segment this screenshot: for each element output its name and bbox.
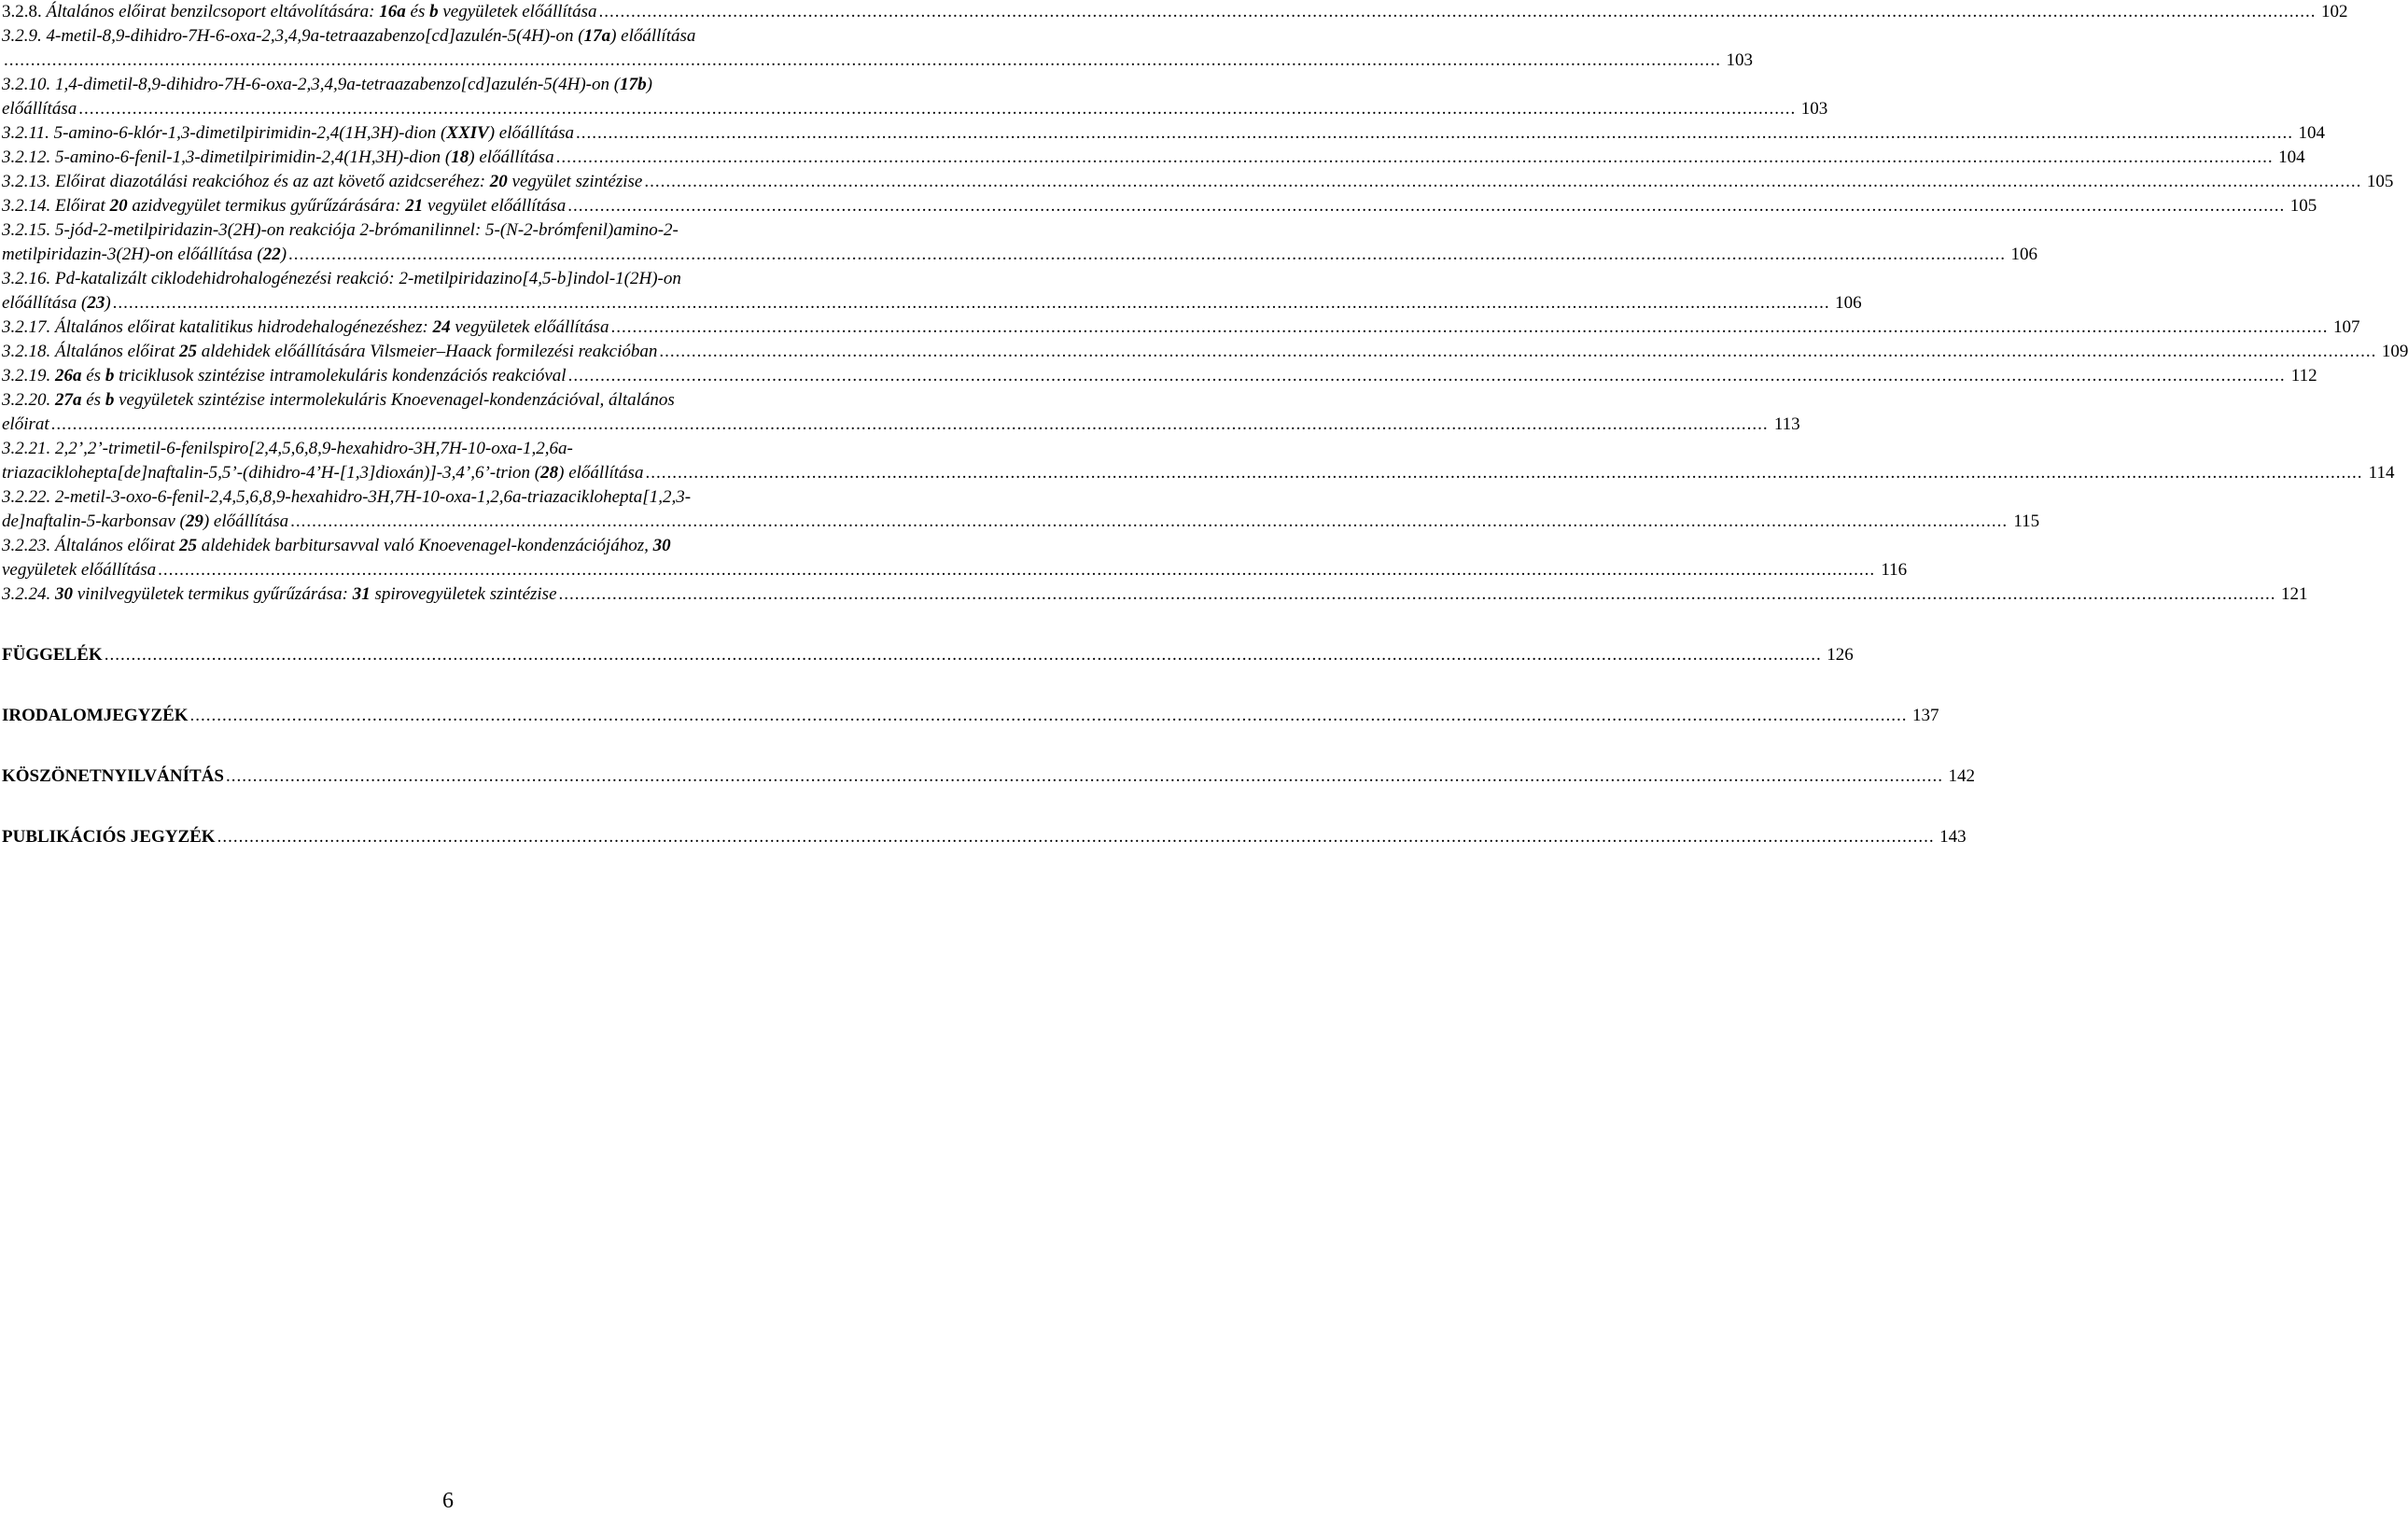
toc-text-segment: 30 — [55, 584, 73, 604]
toc-text-segment: ) előállítása — [610, 26, 696, 46]
toc-text-segment: 26a — [55, 366, 82, 386]
toc-text-segment: 3.2.19. — [2, 366, 55, 386]
dot-leader — [113, 291, 1830, 315]
toc-text-segment: ) előállítása — [558, 463, 644, 483]
page-number: 6 — [442, 1489, 454, 1513]
toc-entry-text — [2, 413, 49, 437]
toc-text-segment: Általános előirat benzilcsoport eltávolítására: — [46, 2, 380, 21]
toc-text-segment: 21 — [405, 196, 424, 216]
toc-text-segment: 20 — [109, 196, 128, 216]
toc-text-segment: 3.2.10. 1,4-dimetil-8,9-dihidro-7H-6-oxa-2,3,4,9a-tetraazabenzo[cd]azulén-5(4H)-on ( — [2, 75, 621, 94]
toc-page-number: 106 — [1835, 293, 1862, 313]
toc-entry-text — [2, 439, 573, 458]
toc-text-segment: 3.2.12. 5-amino-6-fenil-1,3-dimetilpirimidin-2,4(1H,3H)-dion ( — [2, 147, 452, 167]
dot-leader — [644, 170, 2361, 194]
toc-entry-text — [2, 97, 77, 121]
dot-leader — [190, 704, 1908, 728]
toc-entry-line — [2, 364, 2317, 388]
toc-page-number: 109 — [2381, 342, 2408, 361]
toc-text-segment: 3.2.9. 4-metil-8,9-dihidro-7H-6-oxa-2,3,4,9a-tetraazabenzo[cd]azulén-5(4H)-on ( — [2, 26, 584, 46]
toc-page-number: 105 — [2366, 172, 2394, 191]
toc-entry-line — [2, 388, 869, 413]
toc-text-segment: 3.2.21. 2,2’,2’-trimetil-6-fenilspiro[2,4,5,6,8,9-hexahidro-3H,7H-10-oxa-1,2,6a- — [2, 439, 573, 458]
toc-entry-line — [2, 49, 1753, 73]
toc-entry[interactable] — [2, 388, 1800, 437]
toc-entry[interactable] — [2, 218, 2038, 267]
toc-text-segment: aldehidek barbitursavval való Knoevenagel-kondenzációjához, — [197, 536, 653, 555]
toc-text-segment: 3.2.14. Előirat — [2, 196, 110, 216]
toc-text-segment: XXIV — [446, 123, 489, 143]
dot-leader — [78, 97, 1796, 121]
toc-entry[interactable] — [2, 582, 2308, 607]
dot-leader — [226, 764, 1943, 789]
toc-entry-line — [2, 461, 2395, 485]
toc-page-number: 103 — [1726, 50, 1753, 70]
toc-page-number: 103 — [1800, 99, 1828, 119]
toc-entry-text — [2, 26, 695, 46]
toc-text-segment: 29 — [185, 512, 203, 531]
toc-entry-line — [2, 315, 2360, 340]
toc-entry-line — [2, 243, 2038, 267]
toc-text-segment: 3.2.22. 2-metil-3-oxo-6-fenil-2,4,5,6,8,9-hexahidro-3H,7H-10-oxa-1,2,6a-triazaciklohepta[1,2,3- — [2, 487, 692, 507]
dot-leader — [576, 121, 2293, 146]
toc-entry[interactable] — [2, 24, 1753, 73]
toc-text-segment: 27a — [55, 390, 82, 410]
toc-entry-line — [2, 413, 1800, 437]
toc-appendix-label: KÖSZÖNETNYILVÁNÍTÁS — [2, 766, 224, 786]
toc-text-segment: triciklusok szintézise intramolekuláris kondenzációs reakcióval — [114, 366, 567, 386]
toc-entry-text — [2, 510, 288, 534]
toc-text-segment: és — [81, 366, 105, 386]
toc-page-number: 121 — [2281, 584, 2308, 604]
toc-entry-text — [2, 390, 675, 410]
toc-text-segment: 3.2.16. Pd-katalizált ciklodehidrohalogénezési reakció: 2-metilpiridazino[4,5-b]indol-1(2H)-on — [2, 269, 681, 288]
dot-leader — [51, 413, 1769, 437]
toc-text-segment: 3.2.18. Általános előirat — [2, 342, 179, 361]
toc-entry-text — [2, 582, 557, 607]
toc-entry-line — [2, 340, 2408, 364]
toc-text-segment: 23 — [87, 293, 105, 313]
toc-entry[interactable] — [2, 121, 2326, 146]
dot-leader — [645, 461, 2362, 485]
toc-entry-line — [2, 534, 869, 558]
toc-entry-text — [2, 121, 574, 146]
toc-page-number: 114 — [2368, 463, 2395, 483]
dot-leader — [559, 582, 2276, 607]
toc-text-segment: 30 — [652, 536, 671, 555]
toc-entry-text — [2, 291, 111, 315]
toc-entry-text — [2, 461, 643, 485]
toc-text-segment: ) — [646, 75, 652, 94]
toc-entry-line — [2, 24, 869, 49]
toc-entry-line — [2, 121, 2326, 146]
toc-text-segment: spirovegyületek szintézise — [370, 584, 557, 604]
dot-leader — [4, 49, 1721, 73]
toc-text-segment: 3.2.11. 5-amino-6-klór-1,3-dimetilpirimidin-2,4(1H,3H)-dion ( — [2, 123, 447, 143]
toc-entry-text — [2, 194, 566, 218]
toc-entry-text — [2, 220, 679, 240]
toc-entry-line — [2, 437, 869, 461]
toc-appendix-label: PUBLIKÁCIÓS JEGYZÉK — [2, 827, 216, 847]
toc-entry-text — [2, 243, 287, 267]
toc-page-number: 105 — [2289, 196, 2317, 216]
toc-entry[interactable] — [2, 485, 2040, 534]
toc-text-segment: 3.2.24. — [2, 584, 55, 604]
toc-appendix-entry[interactable] — [2, 825, 1967, 849]
toc-text-segment: vegyületek előállítása — [450, 317, 609, 337]
toc-text-segment: 17a — [583, 26, 611, 46]
toc-entry[interactable] — [2, 170, 2394, 194]
toc-text-segment: 25 — [179, 536, 197, 555]
toc-entry-text — [2, 558, 156, 582]
dot-leader — [217, 825, 1935, 849]
dot-leader — [659, 340, 2376, 364]
dot-leader — [158, 558, 1875, 582]
dot-leader — [610, 315, 2328, 340]
toc-entry-text — [2, 340, 657, 364]
toc-text-segment: vegyületek szintézise intermolekuláris Knoevenagel-kondenzációval, általános — [114, 390, 675, 410]
toc-entry-line — [2, 73, 869, 97]
toc-text-segment: ) előállítása — [488, 123, 575, 143]
toc-text-segment: 3.2.13. Előirat diazotálási reakcióhoz és az azt követő azidcseréhez: — [2, 172, 490, 191]
toc-text-segment: 25 — [179, 342, 197, 361]
toc-text-segment: vegyületek előállítása — [438, 2, 597, 21]
toc-entry[interactable] — [2, 364, 2317, 388]
toc-entry-text — [2, 487, 691, 507]
dot-leader — [556, 146, 2274, 170]
toc-entry-line — [2, 267, 869, 291]
toc-entry-line — [2, 582, 2308, 607]
toc-page-number: 116 — [1881, 560, 1908, 580]
toc-entry-text — [2, 170, 642, 194]
toc-text-segment: vegyület előállítása — [423, 196, 567, 216]
toc-entry[interactable] — [2, 0, 2348, 24]
toc-entry-line — [2, 194, 2317, 218]
toc-text-segment: 28 — [540, 463, 559, 483]
toc-text-segment: ) — [280, 245, 287, 264]
toc-text-segment: előállítása — [2, 99, 77, 119]
toc-text-segment: metilpiridazin-3(2H)-on előállítása ( — [2, 245, 263, 264]
toc-page-number: 137 — [1912, 706, 1939, 725]
toc-text-segment: 3.2.23. Általános előirat — [2, 536, 179, 555]
toc-appendix-label: FÜGGELÉK — [2, 645, 103, 665]
toc-text-segment: azidvegyület termikus gyűrűzárására: — [127, 196, 406, 216]
toc-text-segment: ) előállítása — [469, 147, 554, 167]
toc-entry-text — [2, 315, 609, 340]
toc-text-segment: és — [405, 2, 430, 21]
toc-entry-line — [2, 485, 869, 510]
toc-page-number: 106 — [2010, 245, 2038, 264]
toc-entry-line — [2, 218, 869, 243]
toc-text-segment: 17b — [620, 75, 647, 94]
toc-text-segment: 3.2.20. — [2, 390, 55, 410]
toc-text-segment: 24 — [432, 317, 451, 337]
toc-entry-line — [2, 291, 1862, 315]
toc-text-segment: vinilvegyületek termikus gyűrűzárása: — [73, 584, 353, 604]
toc-text-segment: b — [429, 2, 439, 21]
toc-entry-line — [2, 510, 2040, 534]
table-of-contents — [2, 0, 2408, 849]
toc-entry[interactable] — [2, 267, 1862, 315]
toc-page-number: 102 — [2320, 2, 2348, 21]
toc-page-number: 113 — [1773, 414, 1800, 434]
toc-entry[interactable] — [2, 437, 2395, 485]
toc-text-segment: 3.2.8. — [2, 2, 47, 21]
toc-entry-line — [2, 0, 2348, 24]
toc-entry-line — [2, 558, 1908, 582]
toc-appendix-entry[interactable] — [2, 643, 1854, 667]
toc-appendix-entry[interactable] — [2, 764, 1975, 789]
dot-leader — [288, 243, 2006, 267]
toc-appendix-label: IRODALOMJEGYZÉK — [2, 706, 189, 725]
toc-text-segment: 18 — [451, 147, 469, 167]
toc-text-segment: 20 — [489, 172, 508, 191]
toc-page-number: 143 — [1939, 827, 1967, 847]
dot-leader — [568, 364, 2286, 388]
toc-entry-line — [2, 146, 2305, 170]
toc-entry-text — [2, 364, 567, 388]
dot-leader — [290, 510, 2008, 534]
toc-text-segment: 3.2.15. 5-jód-2-metilpiridazin-3(2H)-on reakciója 2-brómanilinnel: 5-(N-2-brómfenil)amino-2- — [2, 220, 679, 240]
toc-entry[interactable] — [2, 534, 1908, 582]
toc-page-number: 126 — [1827, 645, 1854, 665]
toc-text-segment: vegyület szintézise — [507, 172, 643, 191]
toc-text-segment: b — [105, 390, 115, 410]
toc-text-segment: triazaciklohepta[de]naftalin-5,5’-(dihidro-4’H-[1,3]dioxán)]-3,4’,6’-trion ( — [2, 463, 541, 483]
toc-text-segment: ) — [105, 293, 111, 313]
toc-text-segment: 22 — [262, 245, 281, 264]
toc-text-segment: aldehidek előállítására Vilsmeier–Haack formilezési reakcióban — [197, 342, 658, 361]
toc-text-segment: 16a — [379, 2, 406, 21]
toc-text-segment: vegyületek előállítása — [2, 560, 157, 580]
toc-page-number: 107 — [2332, 317, 2360, 337]
toc-entry-line — [2, 170, 2394, 194]
toc-page-number: 142 — [1948, 766, 1975, 786]
toc-text-segment: 3.2.17. Általános előirat katalitikus hidrodehalogénezéshez: — [2, 317, 433, 337]
toc-entry-text — [2, 536, 671, 555]
toc-entry-text — [2, 269, 681, 288]
toc-text-segment: ) előállítása — [203, 512, 289, 531]
toc-text-segment: 31 — [352, 584, 371, 604]
toc-text-segment: előállítása ( — [2, 293, 88, 313]
toc-page-number: 115 — [2013, 512, 2040, 531]
toc-text-segment: előirat — [2, 414, 49, 434]
toc-entry-text — [2, 0, 596, 24]
toc-page-number: 112 — [2290, 366, 2317, 386]
toc-text-segment: de]naftalin-5-karbonsav ( — [2, 512, 186, 531]
toc-text-segment: b — [105, 366, 115, 386]
toc-page-number: 104 — [2298, 123, 2326, 143]
toc-appendix-entry[interactable] — [2, 704, 1939, 728]
toc-appendix-list — [2, 643, 1975, 849]
dot-leader — [105, 643, 1822, 667]
toc-entry-text — [2, 146, 554, 170]
toc-entry[interactable] — [2, 194, 2317, 218]
dot-leader — [567, 194, 2285, 218]
toc-entry-text — [2, 75, 652, 94]
toc-page-number: 104 — [2278, 147, 2305, 167]
toc-text-segment: és — [81, 390, 105, 410]
toc-entry[interactable] — [2, 146, 2305, 170]
toc-entry[interactable] — [2, 73, 1828, 121]
toc-entry-line — [2, 97, 1828, 121]
toc-subsection-list — [2, 0, 2408, 607]
dot-leader — [598, 0, 2316, 24]
toc-entry[interactable] — [2, 340, 2408, 364]
toc-entry[interactable] — [2, 315, 2360, 340]
